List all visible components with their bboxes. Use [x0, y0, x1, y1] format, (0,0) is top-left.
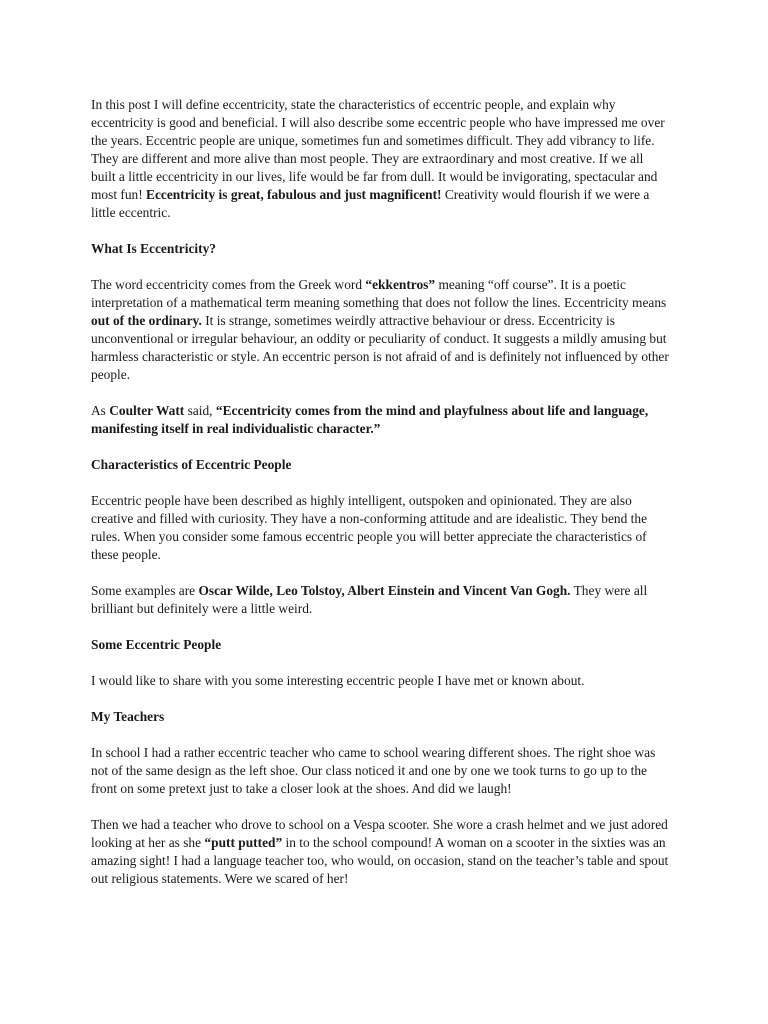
intro-paragraph: [91, 96, 669, 222]
teacher-scooter-paragraph: [91, 816, 669, 888]
scooter-text-1: Then we had a teacher who drove to school on a Vespa scooter. She wore a crash helmet and we just adored looking at her as she: [91, 817, 668, 850]
document-body: [91, 96, 669, 906]
heading-characteristics: Characteristics of Eccentric People: [91, 457, 292, 472]
quote-text-1: As: [91, 403, 110, 418]
quote-text: “Eccentricity comes from the mind and playfulness about life and language, manifesting itself in real individualistic character.”: [91, 403, 649, 436]
definition-paragraph: [91, 276, 669, 384]
definition-text-2: meaning “off course”. It is a poetic interpretation of a mathematical term meaning something that does not follow the lines. Eccentricity means: [91, 277, 667, 310]
intro-text-1: In this post I will define eccentricity, state the characteristics of eccentric people, and explain why eccentricity is good and beneficial. I will also describe some eccentric people who have impressed me over the years. Eccentric people are unique, sometimes fun and sometimes difficult. They add vibrancy to life. They are different and more alive than most people. They are extraordinary and most creative. If we all built a little eccentricity in our lives, life would be far from dull. It would be invigorating, spectacular and most fun!: [91, 97, 665, 202]
heading-my-teachers: My Teachers: [91, 709, 165, 724]
teacher-shoes-paragraph: In school I had a rather eccentric teacher who came to school wearing different shoes. The right shoe was not of the same design as the left shoe. Our class noticed it and one by one we took turns to go up to the front on some pretext just to take a closer look at the shoes. And did we laugh!: [91, 745, 656, 796]
putt-putted: “putt putted”: [204, 835, 283, 850]
examples-text-2: They were all brilliant but definitely were a little weird.: [91, 583, 648, 616]
quote-paragraph: [91, 402, 669, 438]
heading-some-eccentric-people: Some Eccentric People: [91, 637, 222, 652]
examples-names: Oscar Wilde, Leo Tolstoy, Albert Einstein and Vincent Van Gogh.: [198, 583, 571, 598]
heading-what-is-eccentricity: What Is Eccentricity?: [91, 241, 216, 256]
definition-bold: out of the ordinary.: [91, 313, 202, 328]
scooter-text-2: in to the school compound! A woman on a scooter in the sixties was an amazing sight! I had a language teacher too, who would, on occasion, stand on the teacher’s table and spout out religious statements. Were we scared of her!: [91, 835, 669, 886]
intro-bold-statement: Eccentricity is great, fabulous and just magnificent!: [146, 187, 442, 202]
definition-text-1: The word eccentricity comes from the Greek word: [91, 277, 366, 292]
definition-text-3: It is strange, sometimes weirdly attractive behaviour or dress. Eccentricity is unconventional or irregular behaviour, an oddity or peculiarity of conduct. It suggests a mildly amusing but harmless characteristic or style. An eccentric person is not afraid of and is definitely not influenced by other people.: [91, 313, 669, 382]
examples-text-1: Some examples are: [91, 583, 199, 598]
greek-word: “ekkentros”: [365, 277, 436, 292]
quote-text-2: said,: [184, 403, 216, 418]
characteristics-paragraph: Eccentric people have been described as highly intelligent, outspoken and opinionated. They are also creative and filled with curiosity. They have a non-conforming attitude and are idealistic. They bend the rules. When you consider some famous eccentric people you will better appreciate the characteristics of these people.: [91, 493, 648, 562]
quote-author: Coulter Watt: [109, 403, 185, 418]
intro-text-2: Creativity would flourish if we were a little eccentric.: [91, 187, 650, 220]
examples-paragraph: [91, 582, 669, 618]
share-paragraph: I would like to share with you some interesting eccentric people I have met or known about.: [91, 673, 585, 688]
